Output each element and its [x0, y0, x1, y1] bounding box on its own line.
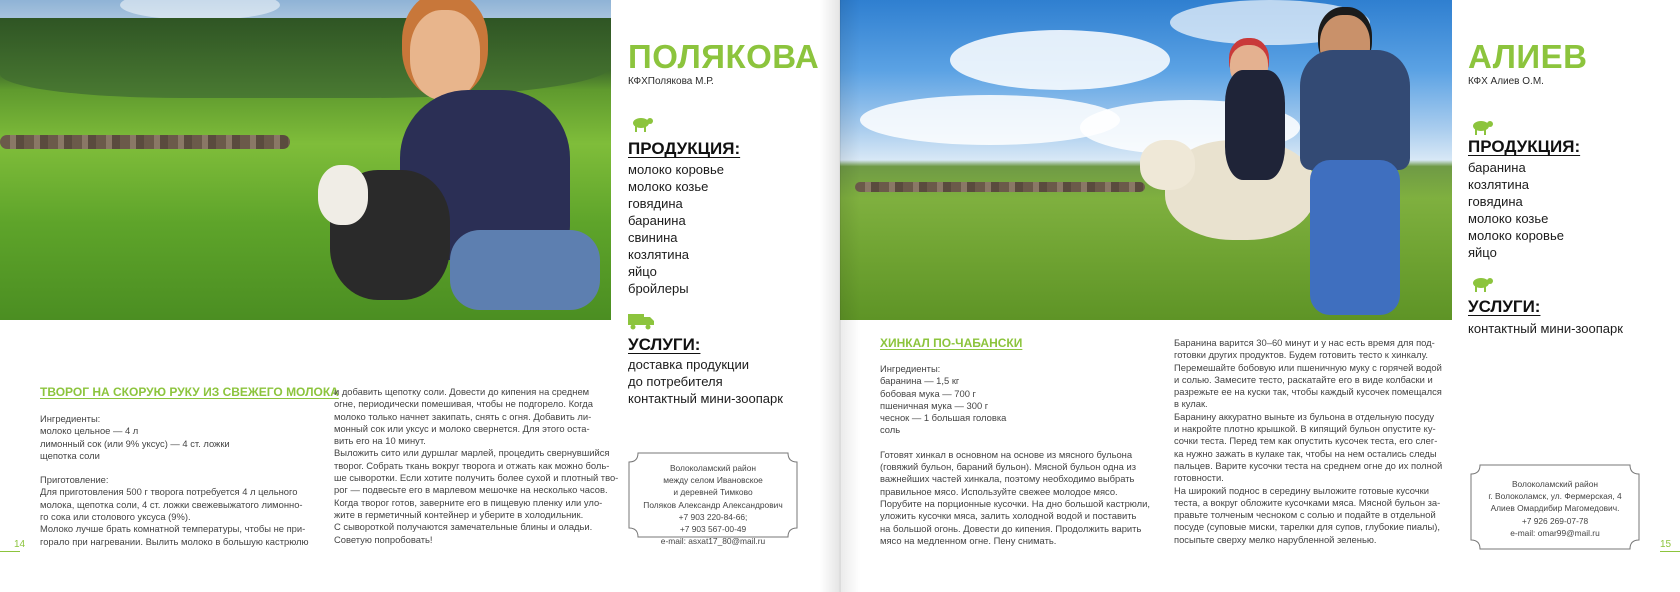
- recipe-line: бобовая мука — 700 г: [880, 387, 976, 399]
- recipe-line: и добавить щепотку соли. Довести до кипения на среднем: [334, 386, 590, 397]
- recipe-line: посуде (суповые миски, тарелки для супов, глубокие пиалы),: [1174, 521, 1440, 533]
- recipe-line: готовности.: [1174, 472, 1224, 484]
- recipe-line: огне, периодически помешивая, чтобы не подгорело. Когда: [334, 398, 593, 410]
- contact-line: +7 903 567-00-49: [679, 524, 747, 535]
- recipe-column-2: [1174, 337, 1459, 546]
- recipe-line: ше сыворотки. Если хотите получить более сухой и плотный тво-: [334, 472, 619, 484]
- page-number-rule: [1660, 551, 1680, 552]
- recipe-line: сочки теста. Перед тем как опустить кусочек теста, его слег-: [1174, 435, 1438, 447]
- service-item: контактный мини-зоопарк: [1468, 321, 1623, 336]
- recipe-line: уложить кусочки мяса, залить холодной водой и поставить: [880, 510, 1137, 522]
- recipe-line: щепотка соли: [40, 449, 100, 461]
- contact-line: +7 926 269-07-78: [1521, 515, 1589, 526]
- product-item: говядина: [1468, 194, 1523, 209]
- recipe-line: Готовят хинкал в основном на основе из мясного бульона: [880, 448, 1133, 460]
- farm-photo-woman-with-lamb: [0, 0, 611, 320]
- recipe-line: горало при нагревании. Вылить молоко в большую кастрюлю: [40, 535, 309, 547]
- products-list: [628, 161, 724, 297]
- recipe-line: С сывороткой получаются замечательные блины и оладьи.: [334, 521, 593, 533]
- services-list: [1468, 320, 1623, 337]
- product-item: бройлеры: [628, 281, 689, 296]
- recipe-line: в кулак.: [1174, 398, 1208, 410]
- recipe-line: Для приготовления 500 г творога потребуется 4 л цельного: [40, 486, 298, 498]
- farm-name: АЛИЕВ: [1468, 38, 1588, 75]
- recipe-line: важнейших частей хинкала, поэтому необходимо выбрать: [880, 473, 1135, 485]
- product-item: козлятина: [628, 247, 689, 262]
- recipe-line: пшеничная мука — 300 г: [880, 399, 989, 411]
- farm-subtitle: КФХПолякова М.Р.: [628, 76, 714, 87]
- products-heading: ПРОДУКЦИЯ:: [1468, 137, 1581, 156]
- contact-line: и деревней Тимково: [673, 487, 753, 498]
- recipe-line: разрежьте ее на куски так, чтобы каждый кусочек помещался: [1174, 386, 1442, 398]
- recipe-line: Перемешайте бобовую или пшеничную муку с горячей водой: [1174, 361, 1442, 373]
- recipe-line: (говяжий бульон, бараний бульон). Мясной бульон одна из: [880, 461, 1137, 473]
- recipe-line: чеснок — 1 большая головка: [880, 412, 1007, 424]
- recipe-line: Баранина варится 30–60 минут и у нас есть время для под-: [1174, 337, 1435, 348]
- recipe-column-2: [334, 386, 619, 546]
- recipe-line: правьте толченым чесноком с солью и подайте в отдельной: [1174, 509, 1436, 521]
- service-item: до потребителя: [628, 374, 723, 389]
- page-number: 15: [1660, 539, 1672, 550]
- recipe-line: на большой огонь. Довести до кипения. Продолжить варить: [880, 522, 1142, 534]
- recipe-line: го сока или столового уксуса (9%).: [40, 511, 191, 523]
- recipe-line: вить его на 10 минут.: [334, 435, 426, 447]
- product-item: свинина: [628, 230, 678, 245]
- page-number: 14: [14, 539, 26, 550]
- recipe-line: творог. Собрать ткань вокруг творога и отжать как можно боль-: [334, 459, 610, 471]
- sheep-icon: [1469, 276, 1493, 297]
- product-item: молоко коровье: [1468, 228, 1564, 243]
- product-item: козлятина: [1468, 177, 1529, 192]
- products-list: [1468, 159, 1564, 261]
- contact-plaque: [1470, 464, 1640, 550]
- recipe-line: и солью. Замесите тесто, раскатайте его в виде колбаски и: [1174, 373, 1433, 385]
- contact-line: Поляков Александр Александрович: [643, 499, 783, 510]
- recipe-line: соль: [880, 424, 901, 436]
- recipe-line: лимонный сок (или 9% уксус) — 4 ст. ложки: [40, 437, 230, 449]
- product-item: молоко коровье: [628, 162, 724, 177]
- product-item: яйцо: [1468, 245, 1497, 260]
- recipe-line: молока, щепотка соли, 4 ст. ложки свежевыжатого лимонно-: [40, 498, 303, 510]
- product-item: молоко козье: [1468, 211, 1549, 226]
- recipe-line: и накройте плотно крышкой. В кипящий бульон опустите ку-: [1174, 423, 1436, 435]
- contact-line: +7 903 220-84-66;: [678, 511, 748, 522]
- recipe-line: На широкий поднос в середину выложите готовые кусочки: [1174, 484, 1429, 496]
- recipe-line: монный сок или уксус и молоко свернется. Для этого оста-: [334, 422, 590, 434]
- contact-line: Волоколамский район: [669, 463, 757, 473]
- recipe-line: ка нужно зажать в кулаке так, чтобы на нем остались следы: [1174, 447, 1437, 459]
- recipe-line: Баранину аккуратно выньте из бульона в отдельную посуду: [1174, 410, 1435, 422]
- product-item: говядина: [628, 196, 683, 211]
- contact-line: e-mail: omar99@mail.ru: [1510, 527, 1600, 538]
- contact-plaque: [628, 452, 798, 547]
- product-item: баранина: [1468, 160, 1526, 175]
- recipe-line: молоко только начнет закипать, снять с огня. Добавить ли-: [334, 410, 592, 422]
- recipe-line: готовки других продуктов. Будем готовить тесто к хинкалу.: [1174, 349, 1428, 361]
- farm-subtitle: КФХ Алиев О.М.: [1468, 76, 1544, 87]
- contact-line: Волоколамский район: [1511, 479, 1599, 489]
- recipe-line: Молоко лучше брать комнатной температуры, чтобы не при-: [40, 523, 306, 535]
- recipe-line: посыпьте сверху мелко нарубленной зеленью.: [1174, 533, 1377, 545]
- recipe-line: Когда творог готов, заверните его в пищевую пленку или уло-: [334, 496, 603, 508]
- right-page: [840, 0, 1680, 592]
- farm-photo-man-boy-ram: [840, 0, 1452, 320]
- farm-name: ПОЛЯКОВА: [628, 38, 820, 75]
- recipe-line: Порубите на порционные кусочки. На дно большой кастрюли,: [880, 497, 1150, 509]
- services-heading: УСЛУГИ:: [628, 335, 701, 354]
- sheep-icon: [629, 116, 653, 137]
- contact-line: г. Волоколамск, ул. Фермерская, 4: [1488, 491, 1622, 502]
- product-item: баранина: [628, 213, 686, 228]
- recipe-line: молоко цельное — 4 л: [40, 425, 139, 437]
- recipe-line: теста, а вокруг обложите кусочками мяса. Мясной бульон за-: [1174, 496, 1441, 508]
- recipe-title: ТВОРОГ НА СКОРУЮ РУКУ ИЗ СВЕЖЕГО МОЛОКА: [40, 385, 339, 399]
- recipe-line: Ингредиенты:: [40, 413, 101, 424]
- recipe-line: пальцев. Варите кусочки теста на среднем огне до их полной: [1174, 459, 1443, 471]
- recipe-line: жите в герметичный контейнер и уберите в холодильник.: [334, 508, 584, 520]
- recipe-column-1: [880, 363, 1170, 547]
- recipe-line: правильное мясо. Используйте свежее молодое мясо.: [880, 485, 1118, 497]
- product-item: молоко козье: [628, 179, 709, 194]
- recipe-line: мясо на медленном огне. Пену снимать.: [880, 534, 1057, 546]
- contact-line: Алиев Омардибир Магомедович.: [1490, 503, 1620, 514]
- truck-icon: [628, 312, 654, 335]
- recipe-line: Ингредиенты:: [880, 363, 941, 374]
- recipe-title: ХИНКАЛ ПО-ЧАБАНСКИ: [880, 336, 1023, 350]
- product-item: яйцо: [628, 264, 657, 279]
- recipe-line: Приготовление:: [40, 474, 109, 486]
- recipe-column-1: [40, 413, 330, 548]
- recipe-line: баранина — 1,5 кг: [880, 375, 960, 387]
- contact-line: между селом Ивановское: [663, 475, 763, 486]
- products-heading: ПРОДУКЦИЯ:: [628, 139, 741, 158]
- service-item: доставка продукции: [628, 357, 750, 372]
- services-list: [628, 356, 783, 407]
- contact-line: e-mail: asxat17_80@mail.ru: [660, 536, 766, 547]
- page-number-rule: [0, 551, 20, 552]
- recipe-line: Выложить сито или дуршлаг марлей, процедить свернувшийся: [334, 447, 610, 459]
- recipe-line: рог — подвесьте его в марлевом мешочке на несколько часов.: [334, 484, 608, 496]
- recipe-line: Советую попробовать!: [334, 533, 433, 545]
- service-item: контактный мини-зоопарк: [628, 391, 783, 406]
- services-heading: УСЛУГИ:: [1468, 297, 1541, 316]
